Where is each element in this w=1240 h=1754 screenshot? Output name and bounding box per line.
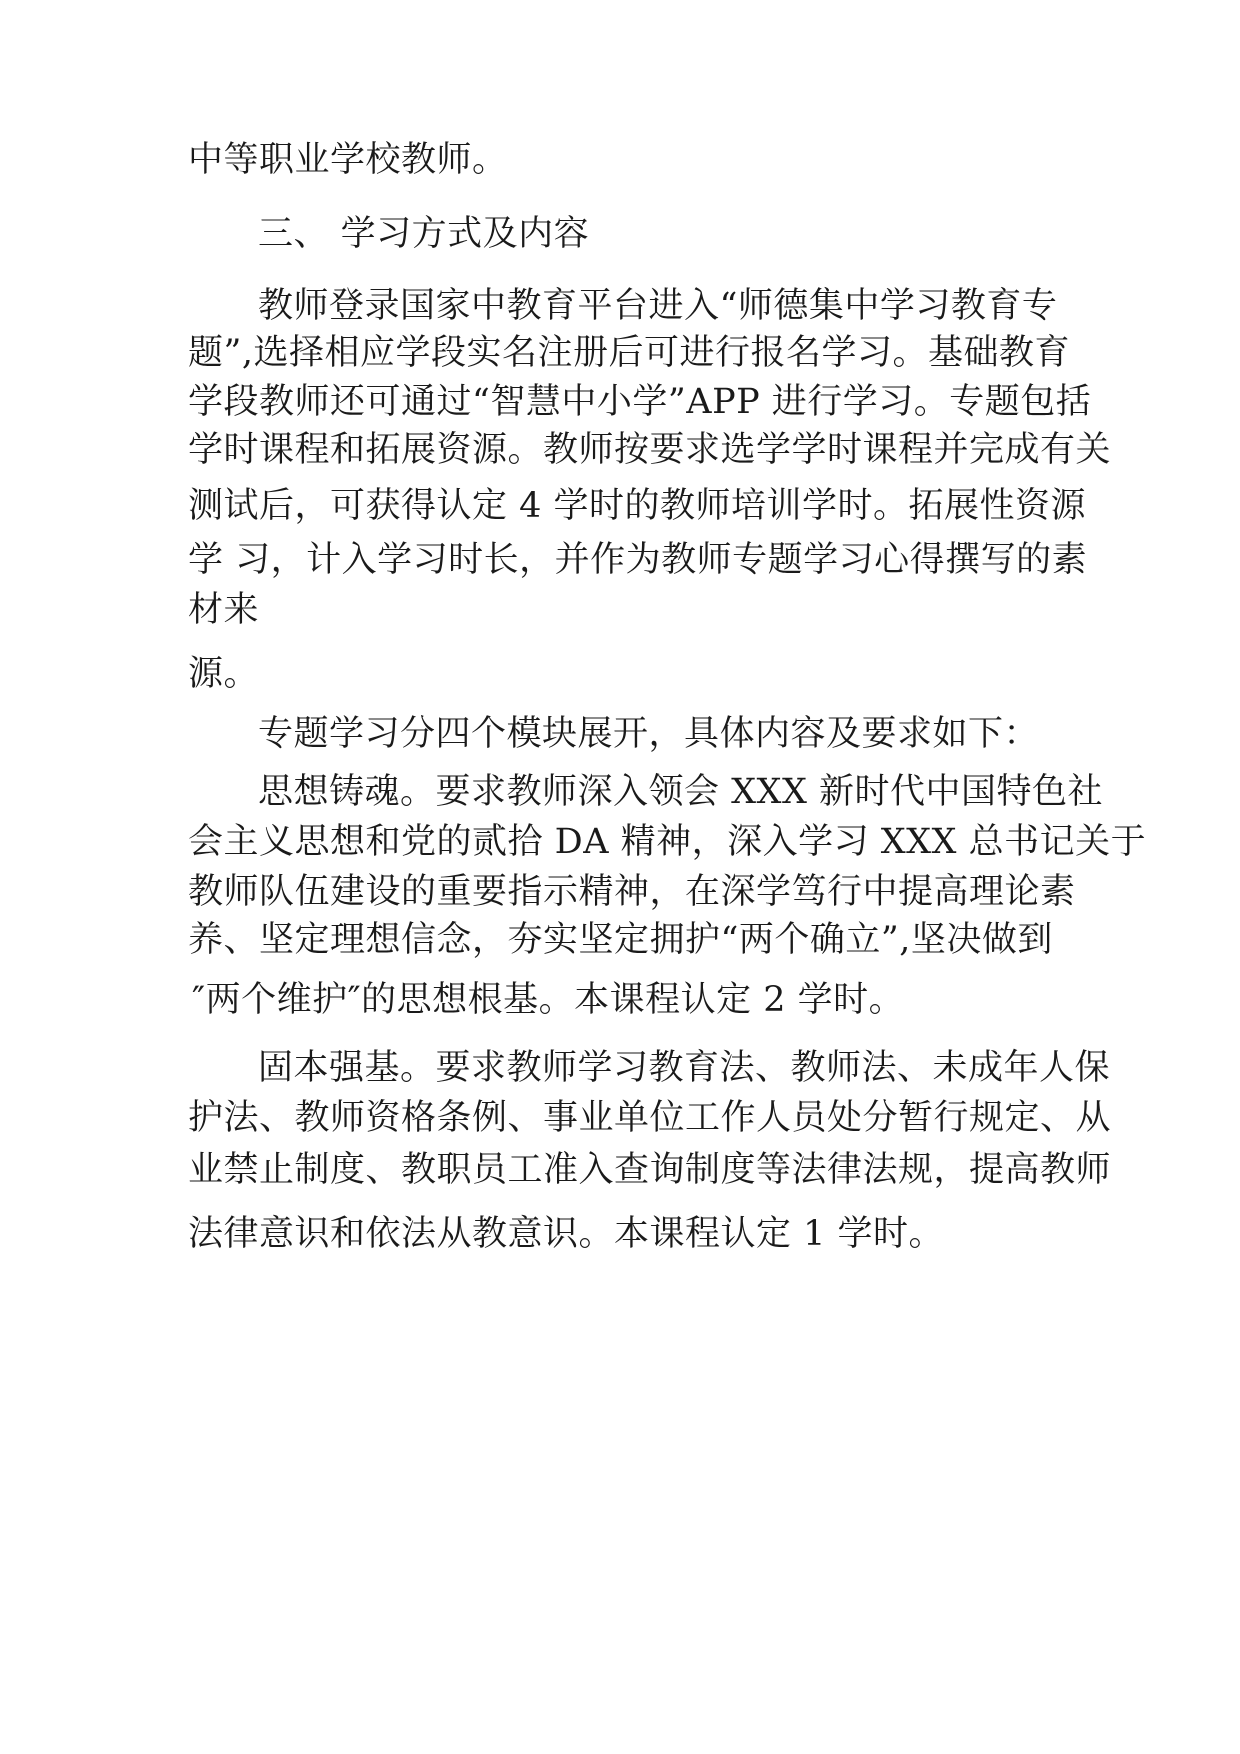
text-line: 固本强基。要求教师学习教育法、教师法、未成年人保 <box>258 1048 1111 1088</box>
text-line: 教师登录国家中教育平台进入“师德集中学习教育专 <box>258 286 1058 326</box>
text-line: 法律意识和依法从教意识。本课程认定 1 学时。 <box>188 1214 945 1254</box>
text-line: 养、坚定理想信念，夯实坚定拥护“两个确立”,坚决做到 <box>188 920 1053 960</box>
text-line: 学时课程和拓展资源。教师按要求选学学时课程并完成有关 <box>188 430 1112 470</box>
text-line: 教师队伍建设的重要指示精神，在深学笃行中提高理论素 <box>188 872 1076 912</box>
text-line: 护法、教师资格条例、事业单位工作人员处分暂行规定、从 <box>188 1098 1112 1138</box>
text-line: ″两个维护″的思想根基。本课程认定 2 学时。 <box>192 980 905 1020</box>
text-line: 题”,选择相应学段实名注册后可进行报名学习。基础教育 <box>188 333 1071 373</box>
text-line: 材来 <box>188 590 260 630</box>
text-line: 测试后，可获得认定 4 学时的教师培训学时。拓展性资源 <box>188 486 1087 526</box>
text-line: 业禁止制度、教职员工准入查询制度等法律法规，提高教师 <box>188 1150 1112 1190</box>
text-line: 专题学习分四个模块展开，具体内容及要求如下： <box>258 714 1040 754</box>
text-line: 思想铸魂。要求教师深入领会 XXX 新时代中国特色社 <box>258 772 1104 812</box>
text-line: 学 习，计入学习时长，并作为教师专题学习心得撰写的素 <box>188 540 1088 580</box>
text-line: 源。 <box>188 654 260 694</box>
text-line: 中等职业学校教师。 <box>188 140 508 180</box>
section-heading: 三、 学习方式及内容 <box>258 214 590 254</box>
text-line: 会主义思想和党的贰拾 DA 精神，深入学习 XXX 总书记关于 <box>188 822 1147 862</box>
text-line: 学段教师还可通过“智慧中小学”APP 进行学习。专题包括 <box>188 382 1092 422</box>
